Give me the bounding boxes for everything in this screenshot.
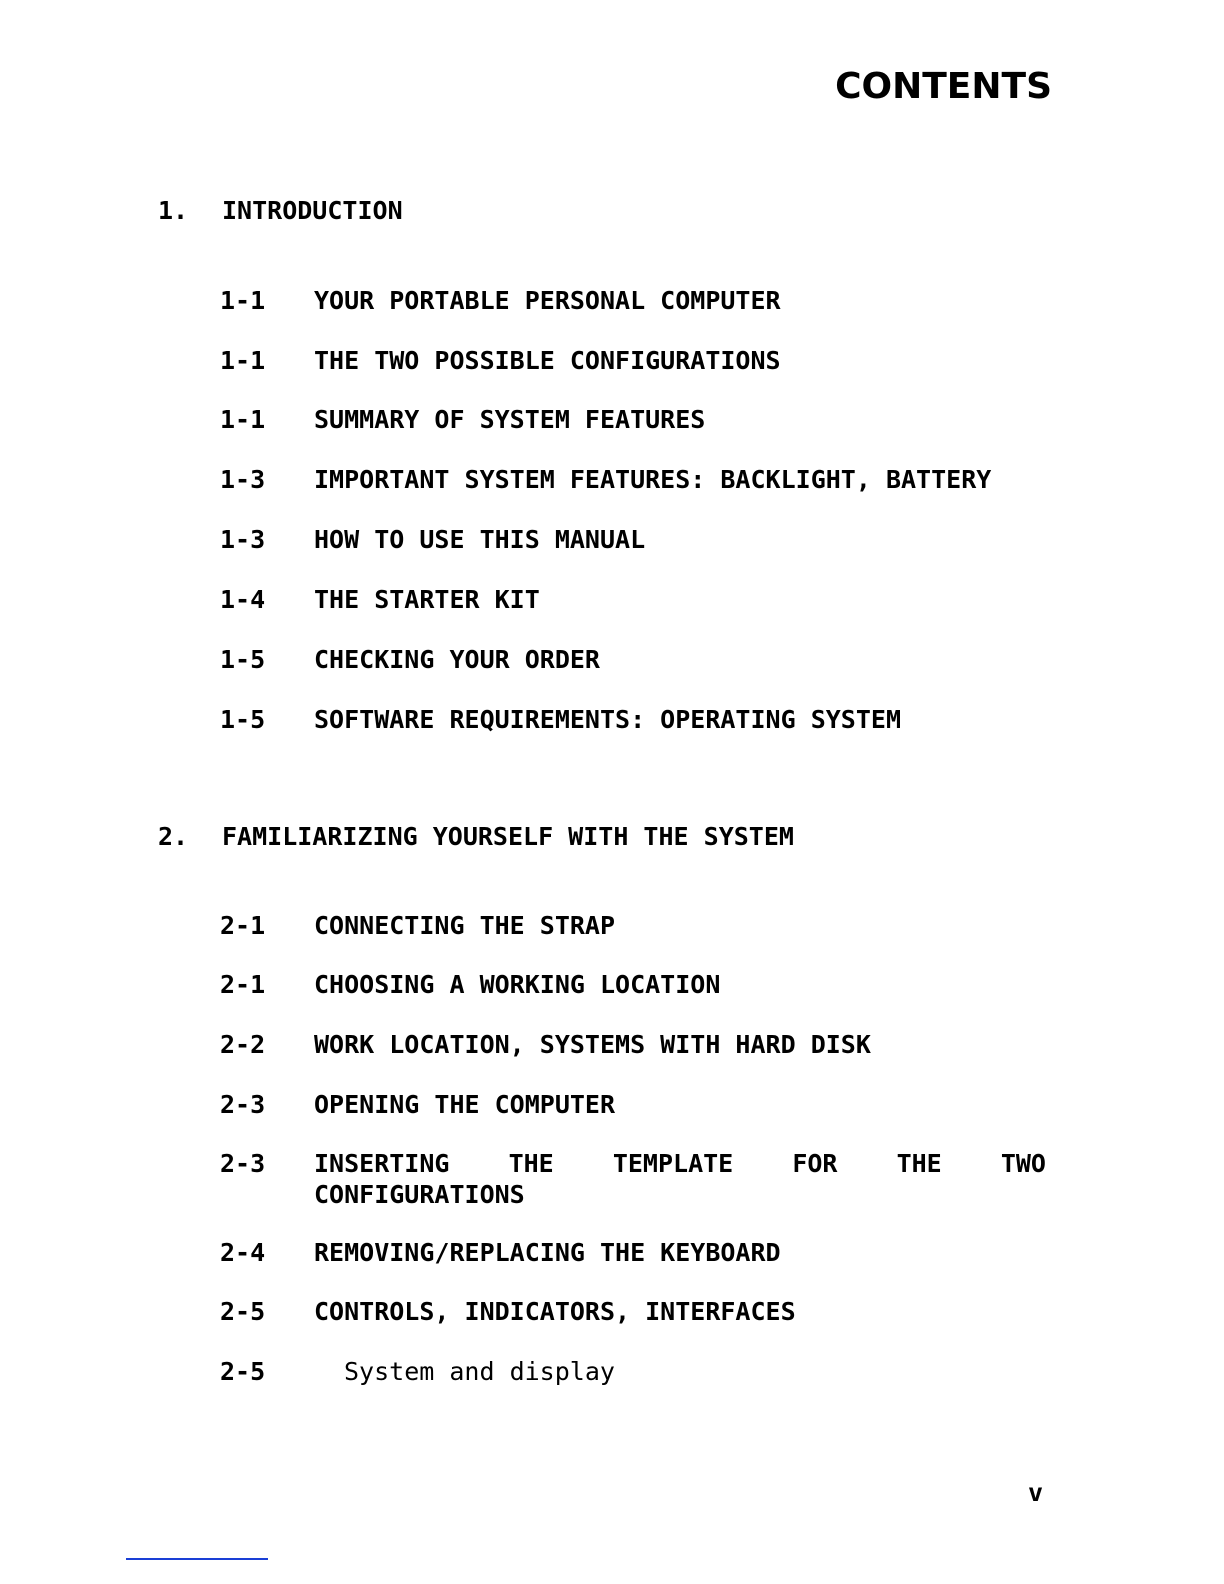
entry-title: HOW TO USE THIS MANUAL — [314, 525, 646, 554]
page-ref: 1-1 — [220, 405, 266, 434]
entry-title: OPENING THE COMPUTER — [314, 1090, 616, 1119]
page-ref: 1-3 — [220, 525, 266, 554]
page-ref: 1-1 — [220, 346, 266, 375]
toc-entry — [220, 585, 540, 614]
toc-entry — [220, 286, 781, 315]
toc-entry — [220, 1149, 1050, 1209]
entry-title: IMPORTANT SYSTEM FEATURES: BACKLIGHT, BATTERY — [314, 465, 992, 494]
page-ref: 1-1 — [220, 286, 266, 315]
entry-title: CHECKING YOUR ORDER — [314, 645, 600, 674]
entry-subtitle: System and display — [344, 1357, 615, 1386]
entry-title-continuation: CONFIGURATIONS — [314, 1180, 525, 1209]
entry-title: CONNECTING THE STRAP — [314, 911, 616, 940]
toc-entry — [220, 645, 600, 674]
entry-word: FOR — [792, 1149, 838, 1178]
entry-title: CONTROLS, INDICATORS, INTERFACES — [314, 1297, 796, 1326]
page-ref: 1-5 — [220, 705, 266, 734]
chapter-heading — [158, 822, 794, 851]
entry-title: REMOVING/REPLACING THE KEYBOARD — [314, 1238, 781, 1267]
chapter-heading — [158, 196, 403, 225]
entry-word: THE — [896, 1149, 942, 1178]
entry-title: SOFTWARE REQUIREMENTS: OPERATING SYSTEM — [314, 705, 901, 734]
toc-entry — [220, 1090, 615, 1119]
toc-entry — [220, 525, 645, 554]
page-ref: 2-1 — [220, 970, 266, 999]
page-ref: 2-4 — [220, 1238, 266, 1267]
toc-entry — [220, 346, 781, 375]
toc-entry — [220, 1297, 796, 1326]
page-ref: 1-4 — [220, 585, 266, 614]
toc-entry — [220, 705, 901, 734]
entry-title: THE TWO POSSIBLE CONFIGURATIONS — [314, 346, 781, 375]
page-ref: 1-5 — [220, 645, 266, 674]
chapter-title: FAMILIARIZING YOURSELF WITH THE SYSTEM — [222, 822, 794, 851]
entry-word: THE — [508, 1149, 554, 1178]
toc-entry — [220, 970, 720, 999]
entry-word: TWO — [1000, 1149, 1046, 1178]
chapter-number: 1. — [158, 196, 189, 225]
page-number: v — [1028, 1478, 1044, 1507]
page-ref: 2-1 — [220, 911, 266, 940]
decorative-rule — [126, 1558, 268, 1560]
toc-entry — [220, 911, 615, 940]
entry-title-line — [314, 1149, 1046, 1178]
toc-entry — [220, 465, 991, 494]
entry-word: TEMPLATE — [612, 1149, 734, 1178]
page-ref: 1-3 — [220, 465, 266, 494]
chapter-number: 2. — [158, 822, 189, 851]
entry-title: SUMMARY OF SYSTEM FEATURES — [314, 405, 706, 434]
page-ref: 2-2 — [220, 1030, 266, 1059]
entry-title: YOUR PORTABLE PERSONAL COMPUTER — [314, 286, 781, 315]
chapter-title: INTRODUCTION — [222, 196, 403, 225]
toc-entry — [220, 1357, 615, 1386]
toc-entry — [220, 1238, 781, 1267]
entry-title: CHOOSING A WORKING LOCATION — [314, 970, 721, 999]
toc-entry — [220, 405, 705, 434]
page-ref: 2-3 — [220, 1090, 266, 1119]
entry-title: THE STARTER KIT — [314, 585, 540, 614]
entry-title: WORK LOCATION, SYSTEMS WITH HARD DISK — [314, 1030, 871, 1059]
toc-entry — [220, 1030, 871, 1059]
page-ref: 2-5 — [220, 1297, 266, 1326]
page-ref: 2-5 — [220, 1357, 266, 1386]
page-title: CONTENTS — [835, 66, 1052, 107]
entry-word: INSERTING — [314, 1149, 450, 1178]
page-ref: 2-3 — [220, 1149, 266, 1178]
